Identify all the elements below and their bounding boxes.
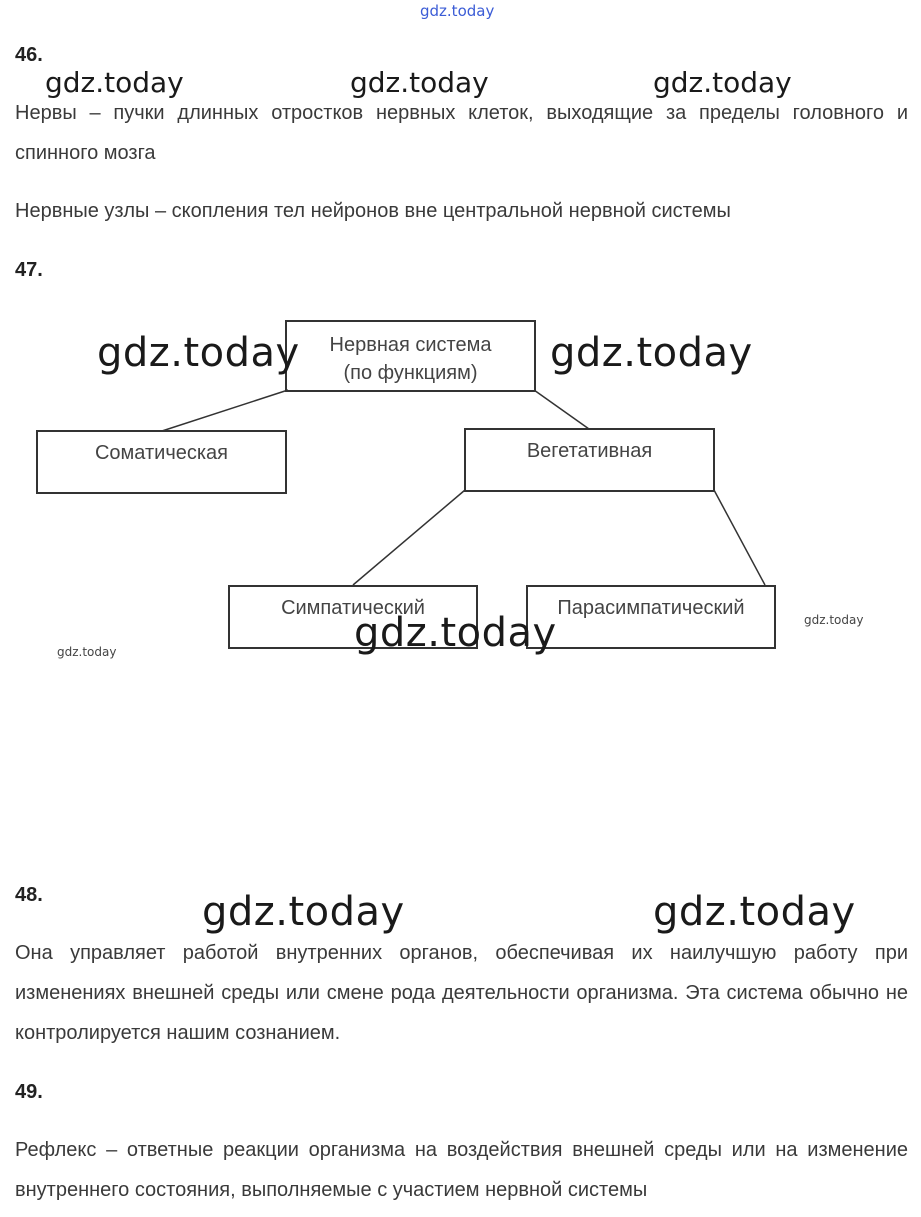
- watermark-48-b: gdz.today: [653, 889, 856, 935]
- connector-root-vegetative: [534, 390, 589, 429]
- diagram-parasympathetic-box: [526, 585, 776, 649]
- diagram-sympathetic-label: Симпатический: [281, 597, 425, 619]
- question-47-number: 47.: [15, 259, 43, 281]
- diagram-root-box: [285, 320, 536, 392]
- diagram-somatic-label: Соматическая: [94, 442, 229, 464]
- watermark-47-c: gdz.today: [354, 610, 557, 656]
- diagram-root-line1: Нервная система: [329, 334, 492, 356]
- watermark-46-a: gdz.today: [45, 66, 184, 99]
- question-46-ganglia-text: Нервные узлы – скопления тел нейронов вне центральной нервной системы: [15, 200, 731, 222]
- question-48-text: Она управляет работой внутренних органов, обеспечивая их наилучшую работу при изменениях внешней среды или смене рода деятельности организма. Эта система обычно не контролируется нашим сознанием.: [15, 942, 908, 1044]
- watermark-47-e: gdz.today: [57, 645, 117, 659]
- question-49-text: Рефлекс – ответные реакции организма на воздействия внешней среды или на изменение внутреннего состояния, выполняемые с участием нервной системы: [15, 1139, 908, 1201]
- watermark-48-a: gdz.today: [202, 889, 405, 935]
- diagram-vegetative-label: Вегетативная: [526, 440, 653, 462]
- diagram-root-line2: (по функциям): [343, 362, 478, 384]
- watermark-46-c: gdz.today: [653, 66, 792, 99]
- diagram-vegetative-box: [464, 428, 715, 492]
- question-48-number: 48.: [15, 884, 43, 906]
- watermark-47-d: gdz.today: [804, 613, 864, 627]
- watermark-top: gdz.today: [420, 2, 495, 20]
- connector-vegetative-parasympathetic: [714, 490, 765, 585]
- connector-vegetative-sympathetic: [353, 490, 465, 585]
- watermark-47-b: gdz.today: [550, 330, 753, 376]
- diagram-parasympathetic-label: Парасимпатический: [557, 597, 745, 619]
- diagram-somatic-box: [36, 430, 287, 494]
- connector-root-somatic: [162, 390, 288, 431]
- watermark-46-b: gdz.today: [350, 66, 489, 99]
- question-46-nerves-text: Нервы – пучки длинных отростков нервных клеток, выходящие за пределы головного и спинного мозга: [15, 102, 908, 164]
- question-46-number: 46.: [15, 44, 43, 66]
- watermark-47-a: gdz.today: [97, 330, 300, 376]
- question-49-number: 49.: [15, 1081, 43, 1103]
